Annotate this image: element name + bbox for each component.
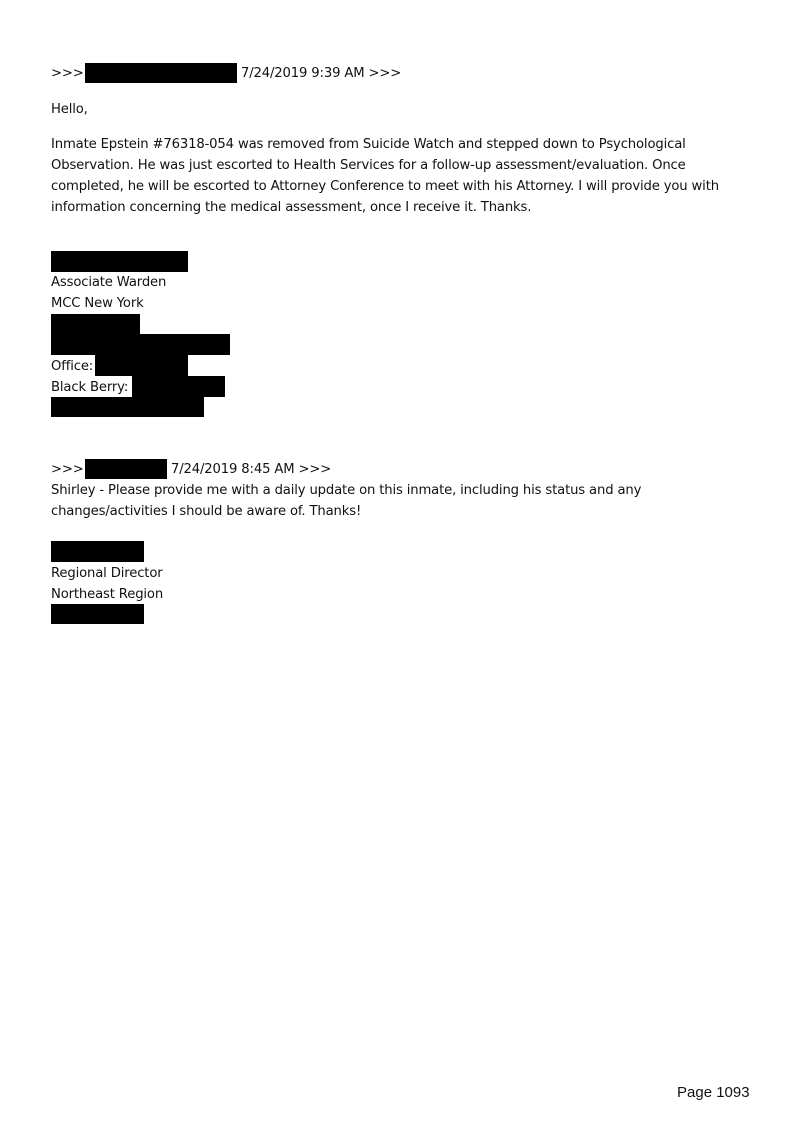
- redaction-box: [85, 63, 237, 83]
- redaction-box: [51, 334, 230, 355]
- email1-body: Inmate Epstein #76318-054 was removed from Suicide Watch and stepped down to Psychological Observation. He was just escorted to Health Services for a follow-up assessment/evaluation. Once completed, he will be escorted to Attorney Conference to meet with his Attorney. I will provide you with information concerning the medical assessment, once I receive it. Thanks.: [51, 137, 719, 215]
- email2-header-prefix: >>>: [51, 462, 84, 477]
- redaction-box: [51, 541, 144, 562]
- email2-sig-title: Regional Director: [51, 566, 163, 581]
- email1-sig-office-label: Office:: [51, 359, 94, 374]
- redaction-box: [95, 355, 188, 376]
- email2-body: Shirley - Please provide me with a daily update on this inmate, including his status and any changes/activities I should be aware of. Thanks!: [51, 483, 642, 519]
- email1-greeting: Hello,: [51, 102, 88, 117]
- redaction-box: [51, 397, 204, 417]
- email1-sig-title: Associate Warden: [51, 275, 167, 290]
- email2-header-timestamp: 7/24/2019 8:45 AM >>>: [171, 462, 332, 477]
- redaction-box: [51, 314, 140, 334]
- email1-sig-blackberry-label: Black Berry:: [51, 380, 129, 395]
- redaction-box: [132, 376, 225, 397]
- email2-sig-org: Northeast Region: [51, 587, 164, 602]
- email1-sig-org: MCC New York: [51, 296, 144, 311]
- email1-header-timestamp: 7/24/2019 9:39 AM >>>: [241, 66, 402, 81]
- redaction-box: [51, 604, 144, 624]
- page-number: Page 1093: [677, 1084, 750, 1101]
- redaction-box: [51, 251, 188, 272]
- redaction-box: [85, 459, 167, 479]
- email1-header-prefix: >>>: [51, 66, 84, 81]
